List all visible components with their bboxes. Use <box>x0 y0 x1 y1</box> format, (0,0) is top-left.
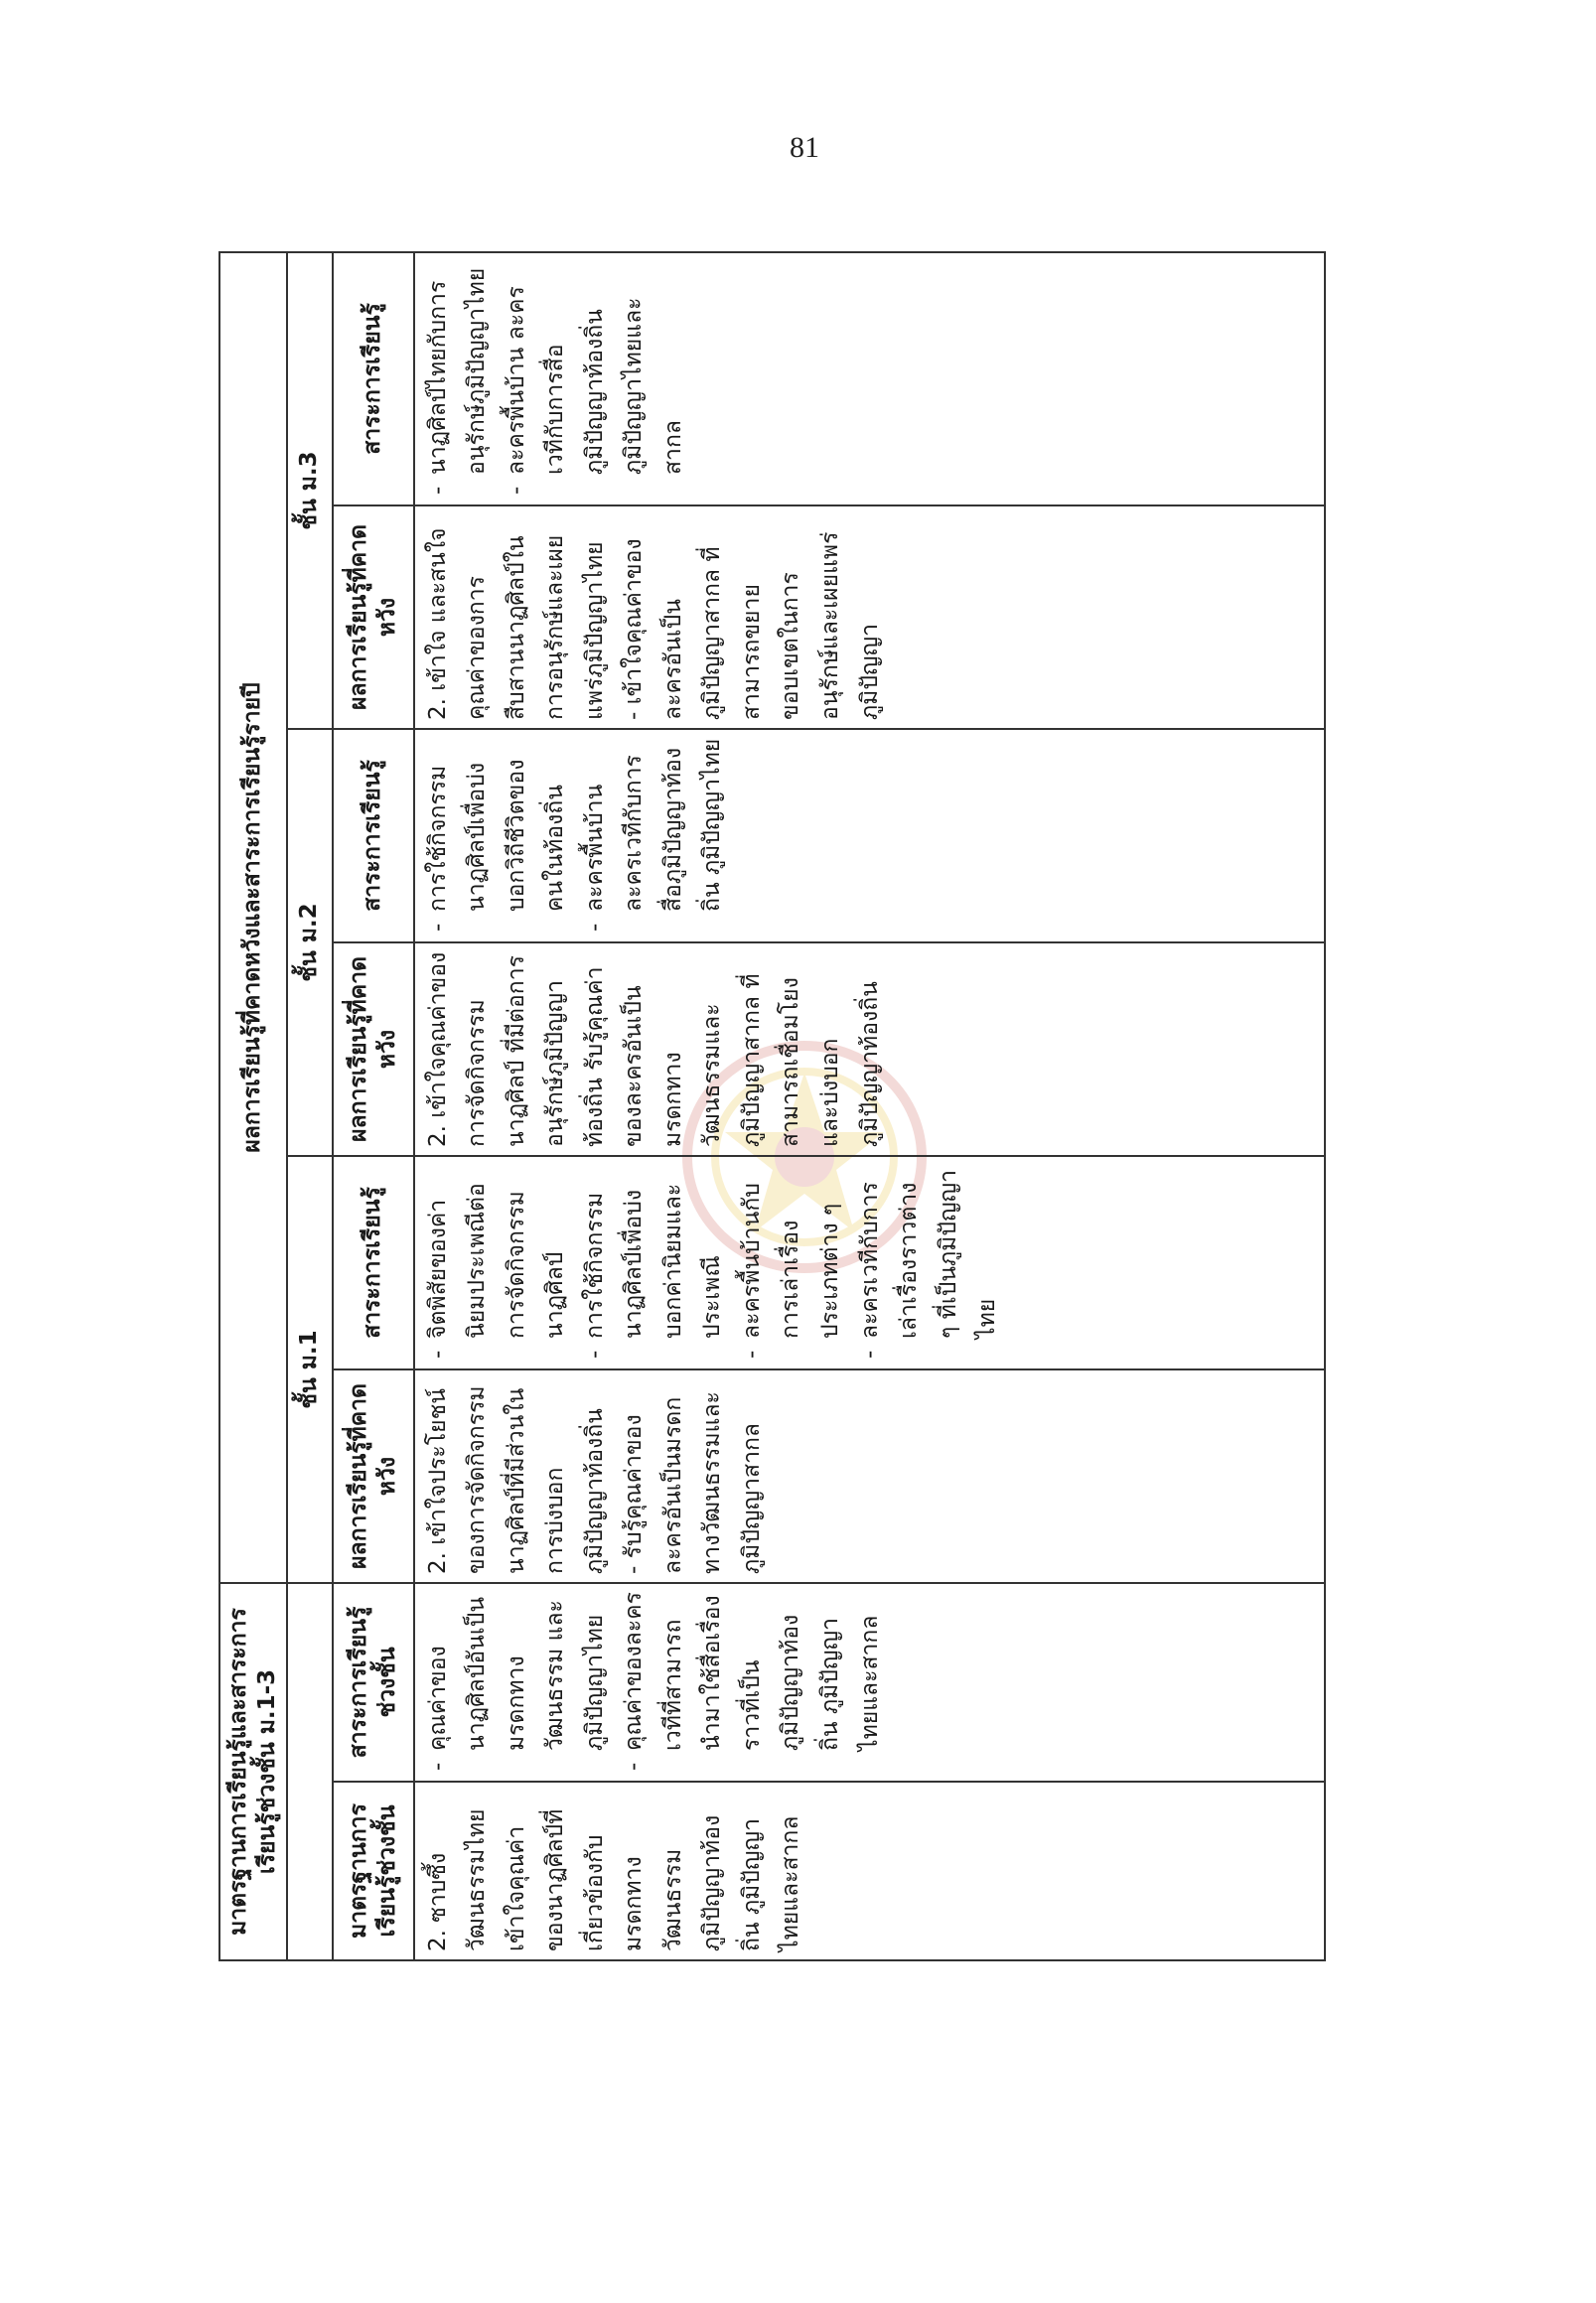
list-item: - ละครเวทีกับการเล่าเรื่องราวต่าง ๆ ที่เป็นภูมิปัญญาไทย <box>851 1165 1008 1361</box>
m1-outcome-1: 2. เข้าใจประโยชน์ของการจัดกิจกรรมนาฏศิลป์ที่มีส่วนในการบ่งบอกภูมิปัญญาท้องถิ่น <box>424 1385 608 1574</box>
list-item: - คุณค่าของนาฏศิลป์อันเป็นมรดกทางวัฒนธรรม และภูมิปัญญาไทย <box>419 1592 616 1773</box>
list-item: - ละครพื้นบ้านกับการเล่าเรื่องประเภทต่าง ๆ <box>733 1165 851 1361</box>
list-item: - ละครพื้นบ้าน ละครเวทีกับการสื่อภูมิปัญญาท้องถิ่น ภูมิปัญญาไทยและสากล <box>498 261 694 497</box>
m3-outcome-1: 2. เข้าใจ และสนใจคุณค่าของการสืบสานนาฏศิลป์ในการอนุรักษ์และเผยแพร่ภูมิปัญญาไทย <box>424 527 608 720</box>
header-standard-range: มาตรฐานการเรียนรู้และสาระการเรียนรู้ช่วงชั้น ม.1-3 <box>219 1583 287 1960</box>
subheader-m2-content: สาระการเรียนรู้ <box>333 729 414 942</box>
list-item: - การใช้กิจกรรมนาฏศิลป์เพื่อบ่งบอกวิถีชีวิตของคนในท้องถิ่น <box>419 738 576 934</box>
list-item: - การใช้กิจกรรมนาฏศิลป์เพื่อบ่งบอกค่านิยมและประเพณี <box>576 1165 733 1361</box>
subheader-content-range: สาระการเรียนรู้ช่วงชั้น <box>333 1583 414 1782</box>
header-grade-m3: ชั้น ม.3 <box>287 252 333 729</box>
m1-outcome-2: - รับรู้คุณค่าของละครอันเป็นมรดกทางวัฒนธรรมและภูมิปัญญาสากล <box>621 1391 765 1574</box>
cell-content-range <box>414 1583 1326 1782</box>
subheader-m1-outcome: ผลการเรียนรู้ที่คาดหวัง <box>333 1369 414 1583</box>
cell-m1-content <box>414 1156 1326 1369</box>
list-item: - ละครพื้นบ้าน ละครเวทีกับการสื่อภูมิปัญญาท้องถิ่น ภูมิปัญญาไทย <box>576 738 733 934</box>
list-item: - คุณค่าของละครเวทีที่สามารถนำมาใช้สื่อเรื่องราวที่เป็นภูมิปัญญาท้องถิ่น ภูมิปัญญาไทยและสากล <box>615 1592 890 1773</box>
curriculum-table-rotated <box>218 253 1326 1961</box>
list-item: - นาฏศิลป์ไทยกับการอนุรักษ์ภูมิปัญญาไทย <box>419 261 498 497</box>
page-number: 81 <box>790 131 819 164</box>
cell-m3-outcome <box>414 505 1326 729</box>
standard-text: 2. ซาบซึ้งวัฒนธรรมไทย เข้าใจคุณค่าของนาฏศิลป์ที่เกี่ยวข้องกับมรดกทางวัฒนธรรม ภูมิปัญญาท้องถิ่น ภูมิปัญญาไทยและสากล <box>424 1808 804 1951</box>
cell-standard <box>414 1782 1326 1960</box>
cell-m1-outcome <box>414 1369 1326 1583</box>
list-item: - จิตพิสัยของค่านิยมประเพณีต่อการจัดกิจกรรมนาฏศิลป์ <box>419 1165 576 1361</box>
m3-outcome-2: - เข้าใจคุณค่าของละครอันเป็นภูมิปัญญาสากล ที่สามารถขยายขอบเขตในการอนุรักษ์และเผยแพร่ภูมิปัญญา <box>621 531 883 720</box>
subheader-m3-outcome: ผลการเรียนรู้ที่คาดหวัง <box>333 505 414 729</box>
subheader-m1-content: สาระการเรียนรู้ <box>333 1156 414 1369</box>
curriculum-table <box>218 251 1326 1961</box>
header-grade-m1: ชั้น ม.1 <box>287 1156 333 1583</box>
subheader-standard: มาตรฐานการเรียนรู้ช่วงชั้น <box>333 1782 414 1960</box>
cell-m3-content <box>414 252 1326 505</box>
m2-outcome: 2. เข้าใจคุณค่าของการจัดกิจกรรมนาฏศิลป์ ที่มีต่อการอนุรักษ์ภูมิปัญญาท้องถิ่น รับรู้คุณค่าของละครอันเป็นมรดกทางวัฒนธรรมและภูมิปัญญาสากล ที่สามารถเชื่อมโยงและบ่งบอกภูมิปัญญาท้องถิ่น <box>424 951 883 1147</box>
subheader-m3-content: สาระการเรียนรู้ <box>333 252 414 505</box>
header-grade-m2: ชั้น ม.2 <box>287 729 333 1156</box>
cell-m2-content <box>414 729 1326 942</box>
subheader-m2-outcome: ผลการเรียนรู้ที่คาดหวัง <box>333 942 414 1156</box>
cell-m2-outcome <box>414 942 1326 1156</box>
header-blank <box>287 1583 333 1960</box>
header-yearly-outcome: ผลการเรียนรู้ที่คาดหวังและสาระการเรียนรู้รายปี <box>219 252 287 1583</box>
